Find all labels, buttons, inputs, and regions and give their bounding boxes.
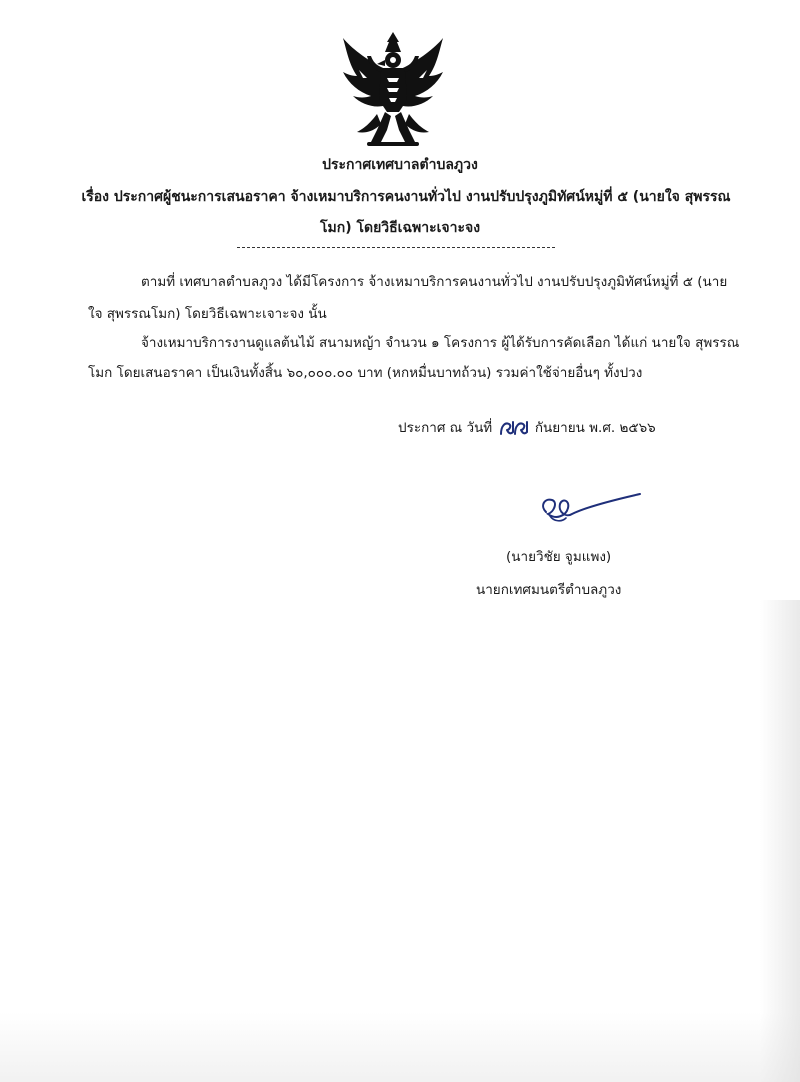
paragraph-2-line-1: จ้างเหมาบริการงานดูแลต้นไม้ สนามหญ้า จำนวน ๑ โครงการ ผู้ได้รับการคัดเลือก ได้แก่ นายใจ สุพรรณ bbox=[141, 335, 740, 351]
paragraph-2-line-2: โมก โดยเสนอราคา เป็นเงินทั้งสิ้น ๖๐,๐๐๐.๐๐ บาท (หกหมื่นบาทถ้วน) รวมค่าใช้จ่ายอื่นๆ ทั้งปวง bbox=[88, 365, 643, 381]
handwritten-day-icon bbox=[499, 416, 529, 438]
signatory-position: นายกเทศมนตรีตำบลภูวง bbox=[476, 582, 622, 598]
scan-bottom-shadow bbox=[0, 1012, 800, 1082]
subject-line-2: โมก) โดยวิธีเฉพาะเจาะจง bbox=[319, 220, 481, 236]
garuda-emblem-icon bbox=[337, 30, 449, 148]
date-suffix: กันยายน พ.ศ. ๒๕๖๖ bbox=[534, 420, 656, 436]
announcement-date bbox=[398, 416, 656, 438]
signatory-name: (นายวิชัย จูมแพง) bbox=[506, 549, 612, 565]
subject-line-1: เรื่อง ประกาศผู้ชนะการเสนอราคา จ้างเหมาบริการคนงานทั่วไป งานปรับปรุงภูมิทัศน์หมู่ที่ ๕ (นายใจ สุพรรณ bbox=[81, 189, 731, 205]
header-divider bbox=[237, 247, 555, 248]
office-title: ประกาศเทศบาลตำบลภูวง bbox=[322, 157, 478, 173]
date-prefix: ประกาศ ณ วันที่ bbox=[398, 420, 493, 436]
scan-edge-shadow bbox=[760, 600, 800, 1082]
paragraph-1-line-2: ใจ สุพรรณโมก) โดยวิธีเฉพาะเจาะจง นั้น bbox=[88, 306, 327, 322]
paragraph-1-line-1: ตามที่ เทศบาลตำบลภูวง ได้มีโครงการ จ้างเหมาบริการคนงานทั่วไป งานปรับปรุงภูมิทัศน์หมู่ที่ ๕ (นาย bbox=[141, 274, 728, 290]
handwritten-signature-icon bbox=[536, 490, 644, 526]
